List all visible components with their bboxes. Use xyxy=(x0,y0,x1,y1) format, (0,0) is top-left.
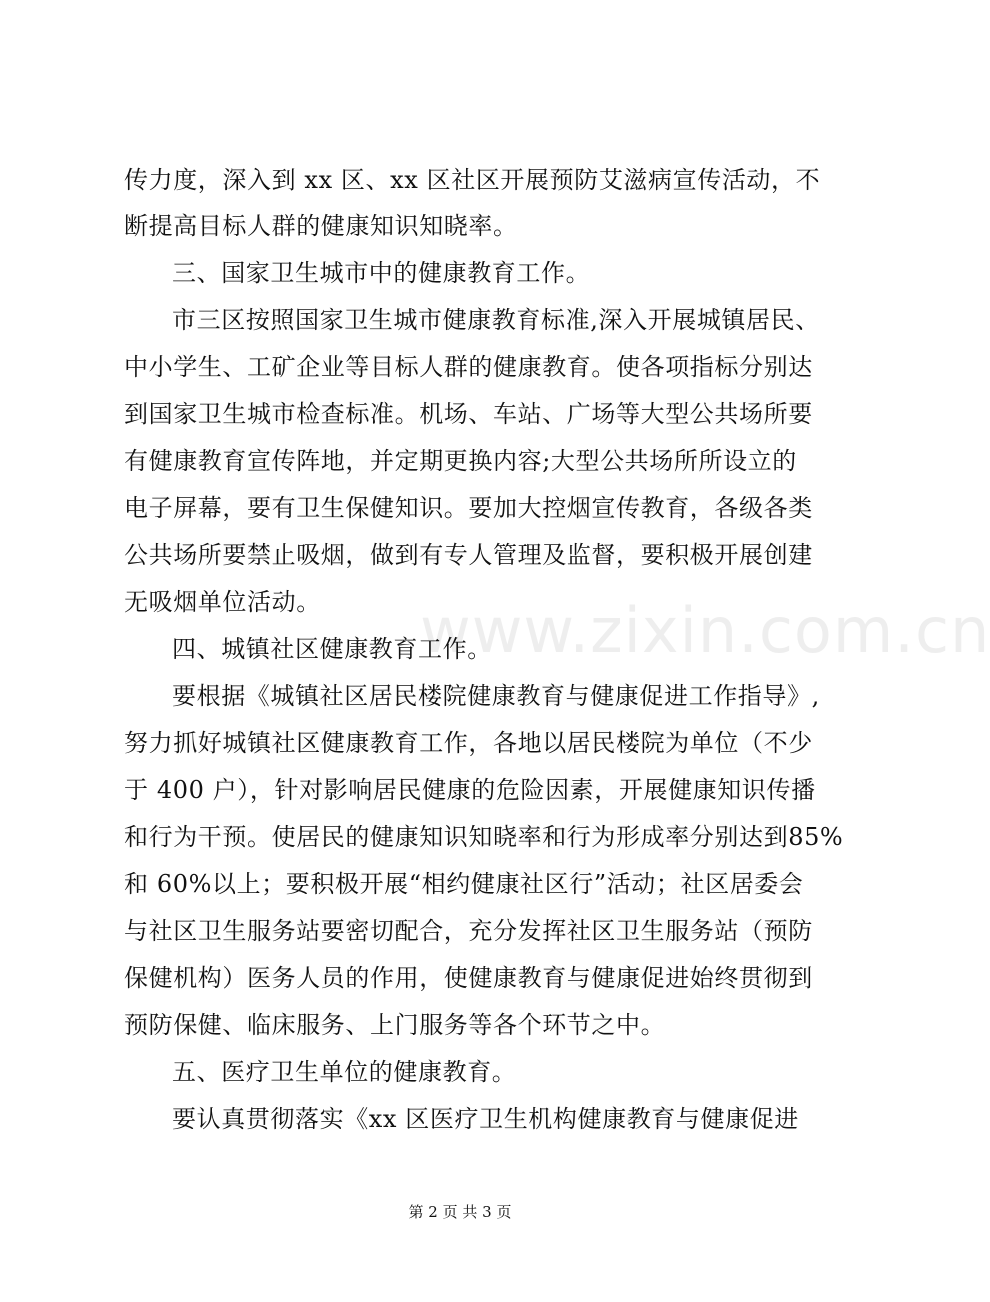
section-heading: 四、城镇社区健康教育工作。 xyxy=(172,635,492,663)
body-line: 于 400 户），针对影响居民健康的危险因素，开展健康知识传播 xyxy=(124,776,816,804)
body-line: 与社区卫生服务站要密切配合，充分发挥社区卫生服务站（预防 xyxy=(124,917,813,945)
body-line: 市三区按照国家卫生城市健康教育标准,深入开展城镇居民、 xyxy=(172,306,820,334)
body-line: 中小学生、工矿企业等目标人群的健康教育。使各项指标分别达 xyxy=(124,353,813,381)
body-line: 和行为干预。使居民的健康知识知晓率和行为形成率分别达到85% xyxy=(124,823,844,851)
body-line: 有健康教育宣传阵地，并定期更换内容;大型公共场所所设立的 xyxy=(124,447,797,475)
body-line: 无吸烟单位活动。 xyxy=(124,588,321,616)
body-line: 努力抓好城镇社区健康教育工作，各地以居民楼院为单位（不少 xyxy=(124,729,813,757)
body-line: 电子屏幕，要有卫生保健知识。要加大控烟宣传教育，各级各类 xyxy=(124,494,813,522)
body-line: 保健机构）医务人员的作用，使健康教育与健康促进始终贯彻到 xyxy=(124,964,813,992)
page-footer: 第 2 页 共 3 页 xyxy=(408,1203,512,1221)
body-line: 要认真贯彻落实《xx 区医疗卫生机构健康教育与健康促进 xyxy=(172,1105,799,1133)
body-line: 公共场所要禁止吸烟，做到有专人管理及监督，要积极开展创建 xyxy=(124,541,813,569)
watermark: www.zixin.com.cn xyxy=(420,594,990,667)
body-line: 预防保健、临床服务、上门服务等各个环节之中。 xyxy=(124,1011,666,1039)
body-line: 传力度，深入到 xx 区、xx 区社区开展预防艾滋病宣传活动，不 xyxy=(124,166,821,194)
body-line: 到国家卫生城市检查标准。机场、车站、广场等大型公共场所要 xyxy=(124,400,813,428)
section-heading: 三、国家卫生城市中的健康教育工作。 xyxy=(172,259,591,287)
body-line: 和 60%以上；要积极开展“相约健康社区行”活动；社区居委会 xyxy=(124,870,804,898)
body-line: 要根据《城镇社区居民楼院健康教育与健康促进工作指导》, xyxy=(172,682,820,710)
body-line: 断提高目标人群的健康知识知晓率。 xyxy=(124,212,518,240)
section-heading: 五、医疗卫生单位的健康教育。 xyxy=(172,1058,517,1086)
